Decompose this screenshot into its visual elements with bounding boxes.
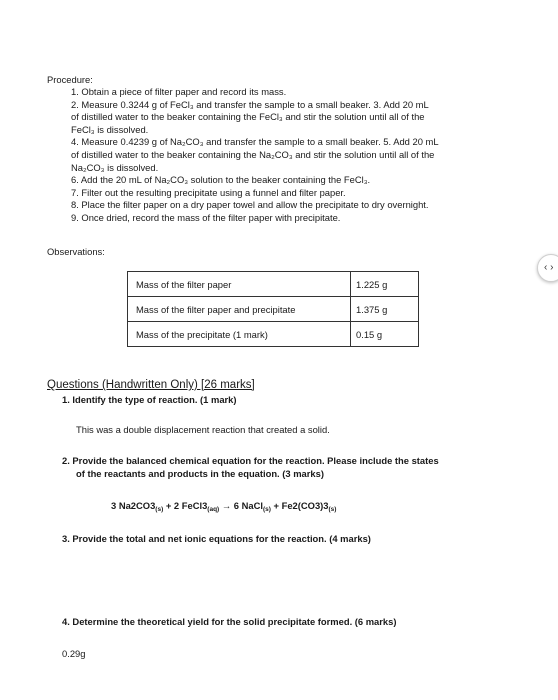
question-2-line-1: 2. Provide the balanced chemical equation for the reaction. Please include the states <box>62 455 439 466</box>
table-cell-label: Mass of the precipitate (1 mark) <box>128 322 351 347</box>
answer-4: 0.29g <box>62 648 86 659</box>
procedure-line: 8. Place the filter paper on a dry paper towel and allow the precipitate to dry overnight. <box>71 199 429 211</box>
procedure-list <box>71 86 439 225</box>
answer-1: This was a double displacement reaction that created a solid. <box>76 424 330 435</box>
question-2-line-2: of the reactants and products in the equation. (3 marks) <box>76 468 324 479</box>
table-row <box>128 322 419 347</box>
procedure-line: FeCl₃ is dissolved. <box>71 123 149 135</box>
state-subscript: (s) <box>328 506 337 513</box>
procedure-line: 2. Measure 0.3244 g of FeCl₃ and transfer the sample to a small beaker. 3. Add 20 mL <box>71 98 429 110</box>
table-cell-label: Mass of the filter paper <box>128 272 351 297</box>
procedure-line: 1. Obtain a piece of filter paper and record its mass. <box>71 86 287 97</box>
table-cell-value: 1.375 g <box>351 297 419 322</box>
questions-heading: Questions (Handwritten Only) [26 marks] <box>47 379 255 391</box>
procedure-line: of distilled water to the beaker containing the FeCl₃ and stir the solution until all of the <box>71 111 425 123</box>
question-3: 3. Provide the total and net ionic equations for the reaction. (4 marks) <box>62 533 371 544</box>
balanced-equation <box>111 499 336 516</box>
equation-term: → 6 NaCl <box>219 500 263 511</box>
table-cell-value: 0.15 g <box>351 322 419 347</box>
procedure-line: 4. Measure 0.4239 g of Na₂CO₃ and transfer the sample to a small beaker. 5. Add 20 mL <box>71 136 439 148</box>
equation-term: 3 Na2CO3 <box>111 500 156 511</box>
procedure-line: Na₂CO₃ is dissolved. <box>71 161 159 173</box>
procedure-heading: Procedure: <box>47 74 93 85</box>
table-cell-value: 1.225 g <box>351 272 419 297</box>
question-1: 1. Identify the type of reaction. (1 mark) <box>62 394 237 405</box>
equation-term: + Fe2(CO3)3 <box>270 500 329 511</box>
table-row <box>128 272 419 297</box>
procedure-line: 9. Once dried, record the mass of the filter paper with precipitate. <box>71 211 341 223</box>
procedure-line: 6. Add the 20 mL of Na₂CO₃ solution to the beaker containing the FeCl₃. <box>71 174 371 186</box>
observations-table <box>127 271 419 347</box>
state-subscript: (s) <box>262 506 271 513</box>
procedure-line: of distilled water to the beaker containing the Na₂CO₃ and stir the solution until all of the <box>71 148 435 160</box>
equation-term: + 2 FeCl3 <box>163 500 208 511</box>
state-subscript: (aq) <box>207 506 220 513</box>
procedure-line: 7. Filter out the resulting precipitate using a funnel and filter paper. <box>71 186 346 198</box>
chevron-left-right-icon[interactable]: ‹ › <box>537 254 558 282</box>
state-subscript: (s) <box>155 506 164 513</box>
observations-heading: Observations: <box>47 246 105 257</box>
table-row <box>128 297 419 322</box>
table-cell-label: Mass of the filter paper and precipitate <box>128 297 351 322</box>
question-4: 4. Determine the theoretical yield for the solid precipitate formed. (6 marks) <box>62 616 397 627</box>
